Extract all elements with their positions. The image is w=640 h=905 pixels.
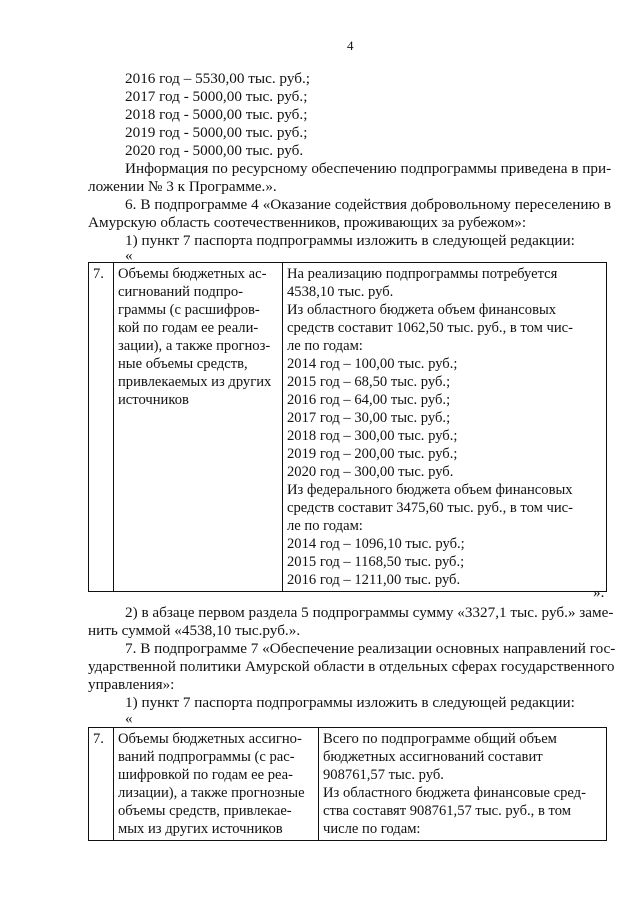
label-line: шифровкой по годам ее реа- [118,767,294,783]
value-line: 2014 год – 100,00 тыс. руб.; [287,356,458,372]
value-line: числе по годам: [323,821,421,837]
label-line: Объемы бюджетных ассигно- [118,731,302,747]
table-row [89,263,607,592]
passport-table-subprogram-4 [88,262,607,592]
open-quote: « [125,710,133,727]
label-line: кой по годам ее реали- [118,320,259,336]
close-quote: ». [593,584,605,601]
item7-paragraph-line: управления»: [88,676,175,693]
item7-paragraph-line: ударственной политики Амурской области в отдельных сферах государственного [88,658,615,675]
table-cell-number: 7. [89,263,114,592]
budget-line: 2017 год - 5000,00 тыс. руб.; [125,88,308,105]
value-line: средств составит 3475,60 тыс. руб., в том чис- [287,500,573,516]
value-line: 2014 год – 1096,10 тыс. руб.; [287,536,465,552]
label-line: зации), а также прогноз- [118,338,271,354]
value-line: На реализацию подпрограммы потребуется [287,266,558,282]
value-line: 2015 год – 68,50 тыс. руб.; [287,374,451,390]
value-line: Из областного бюджета объем финансовых [287,302,557,318]
label-line: лизации), а также прогнозные [118,785,305,801]
value-line: средств составит 1062,50 тыс. руб., в том чис- [287,320,573,336]
info-paragraph-line: ложении № 3 к Программе.». [88,178,277,195]
value-line: Всего по подпрограмме общий объем [323,731,557,747]
label-line: ные объемы средств, [118,356,248,372]
table-row [89,728,607,841]
budget-line: 2018 год - 5000,00 тыс. руб.; [125,106,308,123]
budget-line: 2019 год - 5000,00 тыс. руб.; [125,124,308,141]
value-line: 2018 год – 300,00 тыс. руб.; [287,428,458,444]
item6-paragraph-line: 6. В подпрограмме 4 «Оказание содействия добровольному переселению в [125,196,611,213]
info-paragraph-line: Информация по ресурсному обеспечению подпрограммы приведена в при- [125,160,612,177]
value-line: 908761,57 тыс. руб. [323,767,444,783]
value-line: 2020 год – 300,00 тыс. руб. [287,464,454,480]
table-cell-number: 7. [89,728,114,841]
value-line: ле по годам: [287,518,363,534]
item7-paragraph-line: 7. В подпрограмме 7 «Обеспечение реализации основных направлений гос- [125,640,616,657]
label-line: граммы (с расшифров- [118,302,260,318]
item6-paragraph-line: Амурскую область соотечественников, проживающих за рубежом»: [88,214,527,231]
item7-subitem-1: 1) пункт 7 паспорта подпрограммы изложить в следующей редакции: [125,694,575,711]
value-line: ле по годам: [287,338,363,354]
table-cell-label [114,263,283,592]
table-cell-value [319,728,607,841]
value-line: ства составят 908761,57 тыс. руб., в том [323,803,571,819]
passport-table-subprogram-7 [88,727,607,841]
open-quote: « [125,247,133,264]
item6-subitem-2-line: 2) в абзаце первом раздела 5 подпрограммы сумму «3327,1 тыс. руб.» заме- [125,604,614,621]
label-line: привлекаемых из других [118,374,272,390]
value-line: 4538,10 тыс. руб. [287,284,394,300]
budget-line: 2016 год – 5530,00 тыс. руб.; [125,70,310,87]
page-number: 4 [347,38,354,53]
table-cell-value [283,263,607,592]
label-line: объемы средств, привлекае- [118,803,292,819]
value-line: 2017 год – 30,00 тыс. руб.; [287,410,451,426]
value-line: 2016 год – 1211,00 тыс. руб. [287,572,461,588]
item6-subitem-2-line: нить суммой «4538,10 тыс.руб.». [88,622,301,639]
value-line: Из областного бюджета финансовые сред- [323,785,586,801]
value-line: 2016 год – 64,00 тыс. руб.; [287,392,451,408]
value-line: бюджетных ассигнований составит [323,749,543,765]
budget-line: 2020 год - 5000,00 тыс. руб. [125,142,304,159]
value-line: Из федерального бюджета объем финансовых [287,482,573,498]
item6-subitem-1: 1) пункт 7 паспорта подпрограммы изложить в следующей редакции: [125,232,575,249]
label-line: Объемы бюджетных ас- [118,266,267,282]
value-line: 2015 год – 1168,50 тыс. руб.; [287,554,465,570]
label-line: ваний подпрограммы (с рас- [118,749,295,765]
label-line: сигнований подпро- [118,284,244,300]
label-line: мых из других источников [118,821,283,837]
value-line: 2019 год – 200,00 тыс. руб.; [287,446,458,462]
label-line: источников [118,392,189,408]
table-cell-label [114,728,319,841]
